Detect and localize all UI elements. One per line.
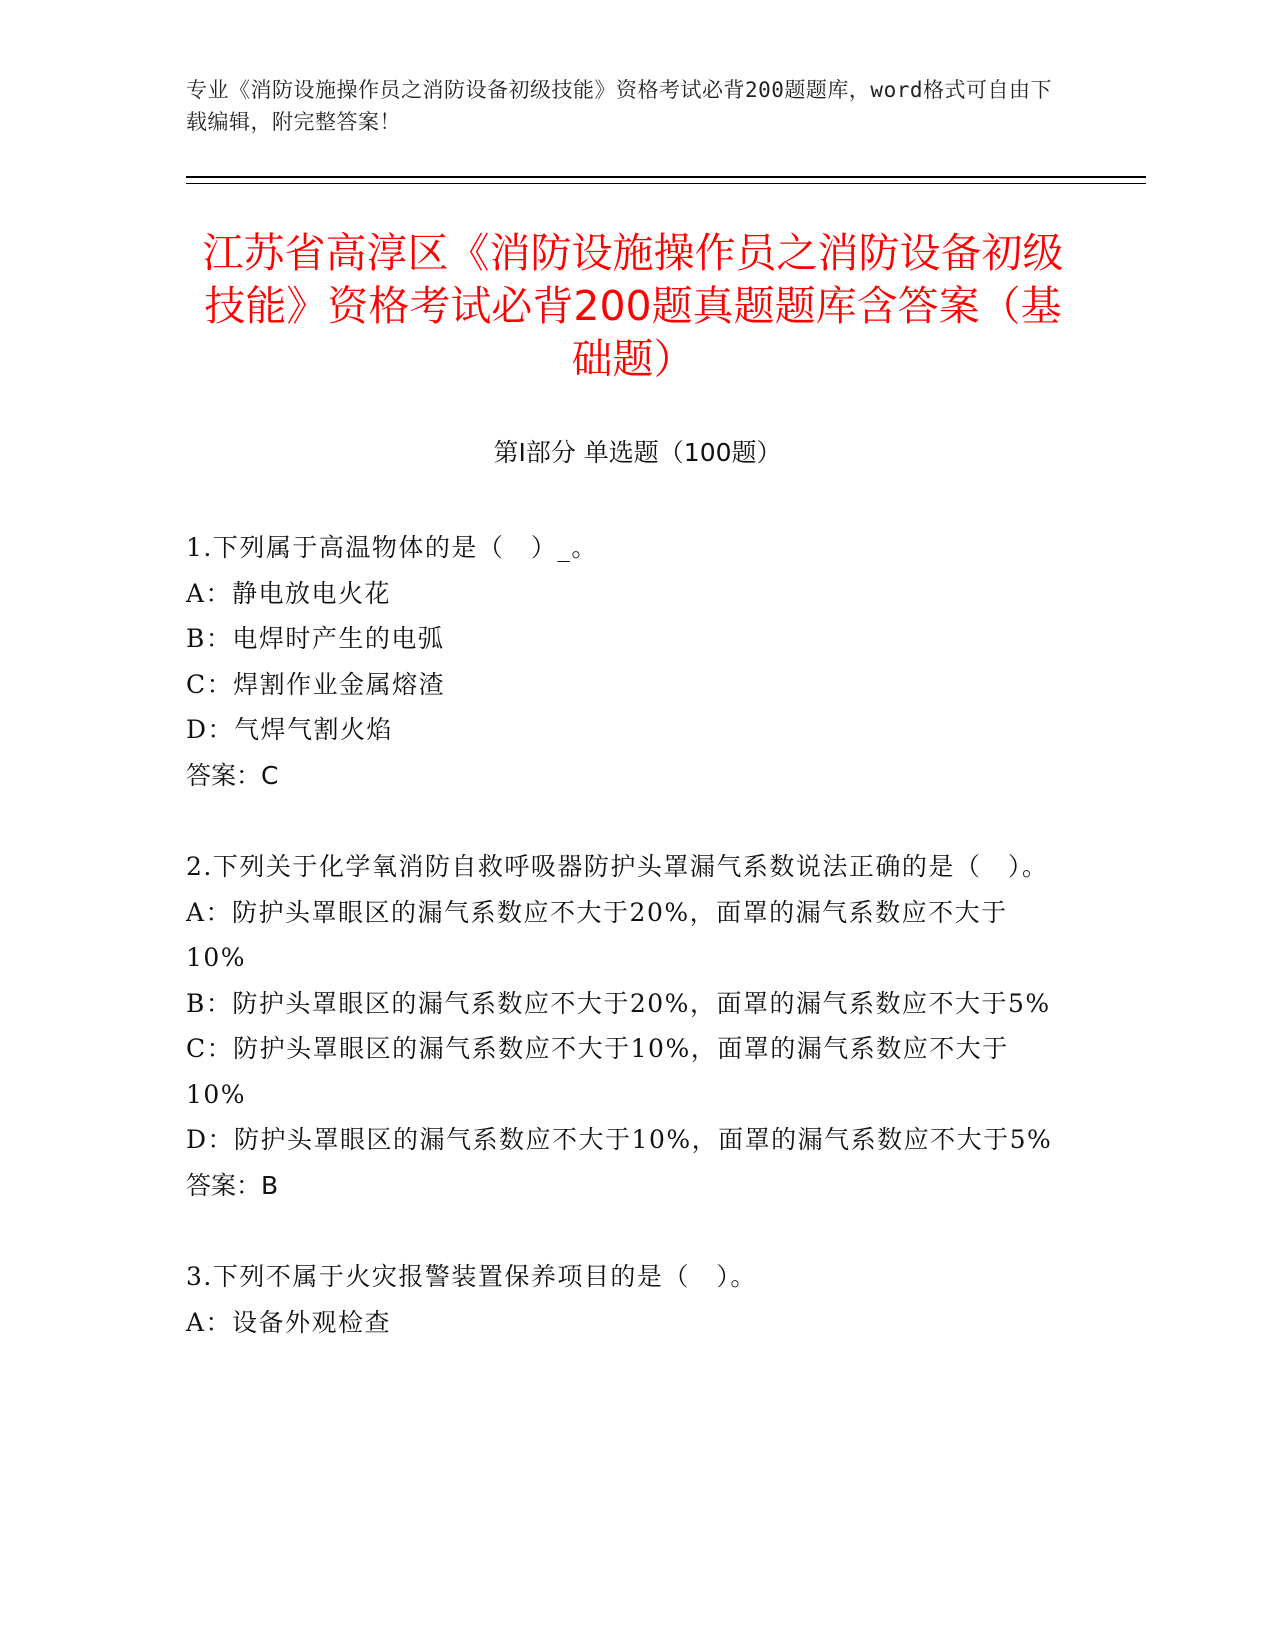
option-c: C：焊割作业金属熔渣 [186, 669, 446, 699]
question-stem: 3.下列不属于火灾报警装置保养项目的是（ ）。 [186, 1262, 757, 1291]
question-list [186, 525, 1066, 1345]
header-note: 专业《消防设施操作员之消防设备初级技能》资格考试必背200题题库，word格式可自由下载编辑，附完整答案！ [186, 78, 1052, 134]
section-heading: 第Ⅰ部分 单选题（100题） [493, 438, 782, 467]
question-gap [186, 798, 1066, 844]
option-b: B：防护头罩眼区的漏气系数应不大于20%，面罩的漏气系数应不大于5% [186, 988, 1051, 1018]
option-a: A：防护头罩眼区的漏气系数应不大于20%，面罩的漏气系数应不大于10% [186, 897, 1008, 972]
option-a: A：静电放电火花 [186, 578, 392, 608]
option-a: A：设备外观检查 [186, 1307, 392, 1337]
question-stem: 2.下列关于化学氧消防自救呼吸器防护头罩漏气系数说法正确的是（ ）。 [186, 852, 1049, 881]
header-divider-thick [186, 176, 1146, 178]
question-gap [186, 1208, 1066, 1254]
option-d: D：气焊气割火焰 [186, 715, 394, 744]
answer-line: 答案：B [186, 1170, 279, 1200]
option-c: C：防护头罩眼区的漏气系数应不大于10%，面罩的漏气系数应不大于10% [186, 1034, 1009, 1109]
question-item [186, 844, 1066, 1208]
question-item [186, 1254, 1066, 1345]
question-stem: 1.下列属于高温物体的是（ ）_。 [186, 533, 598, 562]
option-b: B：电焊时产生的电弧 [186, 624, 445, 653]
answer-line: 答案：C [186, 760, 279, 790]
header-divider-thin [186, 183, 1146, 184]
option-d: D：防护头罩眼区的漏气系数应不大于10%，面罩的漏气系数应不大于5% [186, 1125, 1053, 1154]
document-title: 江苏省高淳区《消防设施操作员之消防设备初级技能》资格考试必背200题真题题库含答案（基础题） [202, 229, 1064, 383]
question-item [186, 525, 1066, 798]
